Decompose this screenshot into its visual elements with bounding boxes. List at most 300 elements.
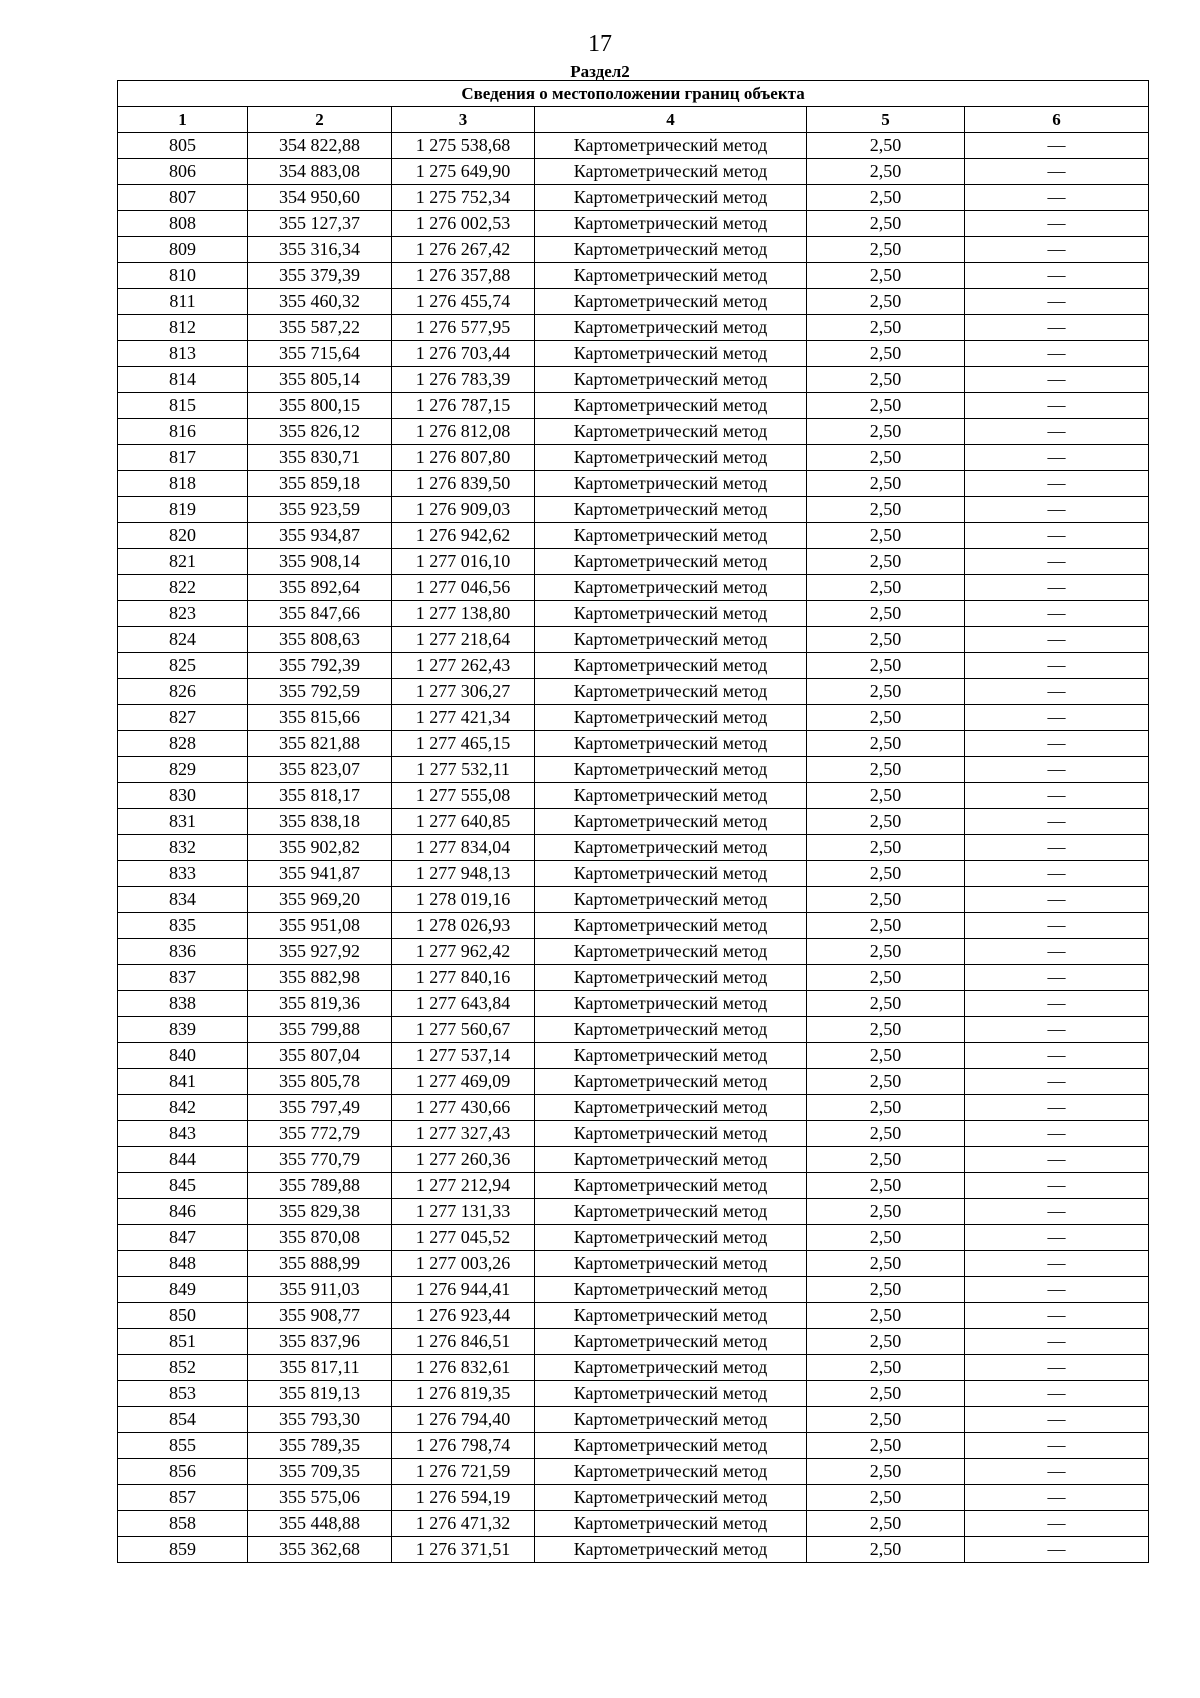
y-coordinate-cell: 1 276 357,88 [392,263,535,289]
y-coordinate-cell: 1 276 783,39 [392,367,535,393]
description-cell: — [965,523,1149,549]
point-number-cell: 842 [118,1095,248,1121]
x-coordinate-cell: 355 817,11 [248,1355,392,1381]
method-cell: Картометрический метод [535,1303,807,1329]
table-row [118,731,1149,757]
x-coordinate-cell: 355 969,20 [248,887,392,913]
table-row [118,289,1149,315]
table-row [118,1173,1149,1199]
accuracy-cell: 2,50 [807,549,965,575]
method-cell: Картометрический метод [535,549,807,575]
method-cell: Картометрический метод [535,991,807,1017]
y-coordinate-cell: 1 277 131,33 [392,1199,535,1225]
accuracy-cell: 2,50 [807,497,965,523]
description-cell: — [965,1485,1149,1511]
x-coordinate-cell: 355 800,15 [248,393,392,419]
y-coordinate-cell: 1 276 846,51 [392,1329,535,1355]
point-number-cell: 805 [118,133,248,159]
point-number-cell: 858 [118,1511,248,1537]
method-cell: Картометрический метод [535,497,807,523]
method-cell: Картометрический метод [535,393,807,419]
description-cell: — [965,783,1149,809]
y-coordinate-cell: 1 277 260,36 [392,1147,535,1173]
method-cell: Картометрический метод [535,757,807,783]
description-cell: — [965,991,1149,1017]
accuracy-cell: 2,50 [807,861,965,887]
x-coordinate-cell: 355 902,82 [248,835,392,861]
description-cell: — [965,1433,1149,1459]
method-cell: Картометрический метод [535,211,807,237]
table-row [118,185,1149,211]
x-coordinate-cell: 355 847,66 [248,601,392,627]
method-cell: Картометрический метод [535,627,807,653]
y-coordinate-cell: 1 276 703,44 [392,341,535,367]
point-number-cell: 841 [118,1069,248,1095]
y-coordinate-cell: 1 276 942,62 [392,523,535,549]
method-cell: Картометрический метод [535,315,807,341]
y-coordinate-cell: 1 277 469,09 [392,1069,535,1095]
point-number-cell: 808 [118,211,248,237]
table-row [118,1069,1149,1095]
y-coordinate-cell: 1 276 832,61 [392,1355,535,1381]
accuracy-cell: 2,50 [807,1303,965,1329]
point-number-cell: 853 [118,1381,248,1407]
x-coordinate-cell: 355 830,71 [248,445,392,471]
y-coordinate-cell: 1 276 807,80 [392,445,535,471]
table-row [118,1485,1149,1511]
method-cell: Картометрический метод [535,523,807,549]
accuracy-cell: 2,50 [807,991,965,1017]
point-number-cell: 838 [118,991,248,1017]
x-coordinate-cell: 355 819,36 [248,991,392,1017]
x-coordinate-cell: 354 822,88 [248,133,392,159]
x-coordinate-cell: 354 883,08 [248,159,392,185]
x-coordinate-cell: 355 859,18 [248,471,392,497]
accuracy-cell: 2,50 [807,133,965,159]
y-coordinate-cell: 1 277 421,34 [392,705,535,731]
description-cell: — [965,445,1149,471]
point-number-cell: 823 [118,601,248,627]
method-cell: Картометрический метод [535,705,807,731]
table-row [118,1043,1149,1069]
method-cell: Картометрический метод [535,341,807,367]
y-coordinate-cell: 1 277 016,10 [392,549,535,575]
table-row [118,1277,1149,1303]
method-cell: Картометрический метод [535,419,807,445]
table-row [118,419,1149,445]
accuracy-cell: 2,50 [807,627,965,653]
y-coordinate-cell: 1 276 594,19 [392,1485,535,1511]
table-row [118,1199,1149,1225]
point-number-cell: 821 [118,549,248,575]
y-coordinate-cell: 1 278 026,93 [392,913,535,939]
accuracy-cell: 2,50 [807,237,965,263]
x-coordinate-cell: 355 460,32 [248,289,392,315]
table-row [118,523,1149,549]
method-cell: Картометрический метод [535,835,807,861]
accuracy-cell: 2,50 [807,159,965,185]
point-number-cell: 809 [118,237,248,263]
accuracy-cell: 2,50 [807,1069,965,1095]
accuracy-cell: 2,50 [807,1017,965,1043]
column-header: 3 [392,107,535,133]
point-number-cell: 836 [118,939,248,965]
table-row [118,861,1149,887]
method-cell: Картометрический метод [535,1017,807,1043]
description-cell: — [965,1303,1149,1329]
accuracy-cell: 2,50 [807,1225,965,1251]
y-coordinate-cell: 1 276 577,95 [392,315,535,341]
y-coordinate-cell: 1 276 721,59 [392,1459,535,1485]
y-coordinate-cell: 1 276 798,74 [392,1433,535,1459]
x-coordinate-cell: 355 819,13 [248,1381,392,1407]
description-cell: — [965,861,1149,887]
point-number-cell: 818 [118,471,248,497]
point-number-cell: 840 [118,1043,248,1069]
table-row [118,913,1149,939]
accuracy-cell: 2,50 [807,1485,965,1511]
accuracy-cell: 2,50 [807,185,965,211]
y-coordinate-cell: 1 277 834,04 [392,835,535,861]
table-row [118,1355,1149,1381]
point-number-cell: 855 [118,1433,248,1459]
description-cell: — [965,965,1149,991]
description-cell: — [965,393,1149,419]
x-coordinate-cell: 355 923,59 [248,497,392,523]
table-row [118,627,1149,653]
point-number-cell: 846 [118,1199,248,1225]
method-cell: Картометрический метод [535,1095,807,1121]
accuracy-cell: 2,50 [807,393,965,419]
y-coordinate-cell: 1 277 840,16 [392,965,535,991]
table-body [118,133,1149,1563]
description-cell: — [965,757,1149,783]
table-row [118,315,1149,341]
x-coordinate-cell: 354 950,60 [248,185,392,211]
method-cell: Картометрический метод [535,1459,807,1485]
x-coordinate-cell: 355 709,35 [248,1459,392,1485]
y-coordinate-cell: 1 276 787,15 [392,393,535,419]
x-coordinate-cell: 355 789,88 [248,1173,392,1199]
point-number-cell: 810 [118,263,248,289]
point-number-cell: 826 [118,679,248,705]
description-cell: — [965,1251,1149,1277]
boundary-coordinates-table [117,80,1149,1563]
y-coordinate-cell: 1 275 752,34 [392,185,535,211]
table-row [118,133,1149,159]
x-coordinate-cell: 355 797,49 [248,1095,392,1121]
y-coordinate-cell: 1 276 819,35 [392,1381,535,1407]
table-row [118,939,1149,965]
x-coordinate-cell: 355 870,08 [248,1225,392,1251]
description-cell: — [965,549,1149,575]
method-cell: Картометрический метод [535,575,807,601]
accuracy-cell: 2,50 [807,1381,965,1407]
method-cell: Картометрический метод [535,1225,807,1251]
x-coordinate-cell: 355 362,68 [248,1537,392,1563]
method-cell: Картометрический метод [535,913,807,939]
method-cell: Картометрический метод [535,159,807,185]
point-number-cell: 830 [118,783,248,809]
description-cell: — [965,1173,1149,1199]
x-coordinate-cell: 355 772,79 [248,1121,392,1147]
table-row [118,1095,1149,1121]
table-row [118,549,1149,575]
method-cell: Картометрический метод [535,1199,807,1225]
y-coordinate-cell: 1 276 471,32 [392,1511,535,1537]
accuracy-cell: 2,50 [807,731,965,757]
x-coordinate-cell: 355 821,88 [248,731,392,757]
x-coordinate-cell: 355 805,14 [248,367,392,393]
y-coordinate-cell: 1 277 465,15 [392,731,535,757]
column-header-row [118,107,1149,133]
table-caption-row [118,81,1149,107]
y-coordinate-cell: 1 277 306,27 [392,679,535,705]
point-number-cell: 820 [118,523,248,549]
description-cell: — [965,731,1149,757]
accuracy-cell: 2,50 [807,211,965,237]
accuracy-cell: 2,50 [807,653,965,679]
method-cell: Картометрический метод [535,653,807,679]
x-coordinate-cell: 355 316,34 [248,237,392,263]
table-row [118,653,1149,679]
accuracy-cell: 2,50 [807,1459,965,1485]
x-coordinate-cell: 355 805,78 [248,1069,392,1095]
page-number: 17 [588,31,612,57]
description-cell: — [965,835,1149,861]
table-row [118,211,1149,237]
table-row [118,1147,1149,1173]
y-coordinate-cell: 1 276 923,44 [392,1303,535,1329]
table-row [118,393,1149,419]
method-cell: Картометрический метод [535,471,807,497]
x-coordinate-cell: 355 379,39 [248,263,392,289]
accuracy-cell: 2,50 [807,367,965,393]
x-coordinate-cell: 355 908,77 [248,1303,392,1329]
table-row [118,835,1149,861]
description-cell: — [965,1277,1149,1303]
y-coordinate-cell: 1 276 455,74 [392,289,535,315]
point-number-cell: 816 [118,419,248,445]
accuracy-cell: 2,50 [807,783,965,809]
point-number-cell: 857 [118,1485,248,1511]
x-coordinate-cell: 355 808,63 [248,627,392,653]
x-coordinate-cell: 355 799,88 [248,1017,392,1043]
y-coordinate-cell: 1 277 640,85 [392,809,535,835]
method-cell: Картометрический метод [535,1355,807,1381]
description-cell: — [965,289,1149,315]
table-row [118,1381,1149,1407]
point-number-cell: 834 [118,887,248,913]
x-coordinate-cell: 355 941,87 [248,861,392,887]
x-coordinate-cell: 355 837,96 [248,1329,392,1355]
description-cell: — [965,1225,1149,1251]
accuracy-cell: 2,50 [807,445,965,471]
x-coordinate-cell: 355 934,87 [248,523,392,549]
description-cell: — [965,1017,1149,1043]
table-row [118,1225,1149,1251]
point-number-cell: 822 [118,575,248,601]
section-title: Раздел2 [570,62,630,81]
y-coordinate-cell: 1 277 948,13 [392,861,535,887]
description-cell: — [965,237,1149,263]
point-number-cell: 813 [118,341,248,367]
accuracy-cell: 2,50 [807,575,965,601]
y-coordinate-cell: 1 278 019,16 [392,887,535,913]
table-row [118,1433,1149,1459]
point-number-cell: 832 [118,835,248,861]
y-coordinate-cell: 1 276 839,50 [392,471,535,497]
table-caption: Сведения о местоположении границ объекта [118,81,1149,107]
method-cell: Картометрический метод [535,1537,807,1563]
y-coordinate-cell: 1 277 046,56 [392,575,535,601]
table-row [118,601,1149,627]
method-cell: Картометрический метод [535,1043,807,1069]
description-cell: — [965,1329,1149,1355]
description-cell: — [965,1199,1149,1225]
y-coordinate-cell: 1 275 538,68 [392,133,535,159]
table-row [118,991,1149,1017]
accuracy-cell: 2,50 [807,939,965,965]
x-coordinate-cell: 355 882,98 [248,965,392,991]
description-cell: — [965,809,1149,835]
accuracy-cell: 2,50 [807,315,965,341]
table-row [118,1251,1149,1277]
accuracy-cell: 2,50 [807,1251,965,1277]
x-coordinate-cell: 355 908,14 [248,549,392,575]
y-coordinate-cell: 1 277 327,43 [392,1121,535,1147]
point-number-cell: 856 [118,1459,248,1485]
point-number-cell: 845 [118,1173,248,1199]
description-cell: — [965,497,1149,523]
table-row [118,367,1149,393]
point-number-cell: 837 [118,965,248,991]
y-coordinate-cell: 1 276 812,08 [392,419,535,445]
column-header: 4 [535,107,807,133]
point-number-cell: 827 [118,705,248,731]
x-coordinate-cell: 355 823,07 [248,757,392,783]
point-number-cell: 815 [118,393,248,419]
point-number-cell: 828 [118,731,248,757]
table-row [118,1407,1149,1433]
x-coordinate-cell: 355 911,03 [248,1277,392,1303]
method-cell: Картометрический метод [535,939,807,965]
point-number-cell: 843 [118,1121,248,1147]
table-row [118,1017,1149,1043]
method-cell: Картометрический метод [535,1433,807,1459]
accuracy-cell: 2,50 [807,965,965,991]
x-coordinate-cell: 355 448,88 [248,1511,392,1537]
point-number-cell: 806 [118,159,248,185]
method-cell: Картометрический метод [535,185,807,211]
point-number-cell: 850 [118,1303,248,1329]
point-number-cell: 819 [118,497,248,523]
x-coordinate-cell: 355 807,04 [248,1043,392,1069]
point-number-cell: 812 [118,315,248,341]
accuracy-cell: 2,50 [807,1511,965,1537]
description-cell: — [965,1459,1149,1485]
y-coordinate-cell: 1 276 909,03 [392,497,535,523]
description-cell: — [965,939,1149,965]
y-coordinate-cell: 1 277 532,11 [392,757,535,783]
point-number-cell: 824 [118,627,248,653]
x-coordinate-cell: 355 838,18 [248,809,392,835]
column-header: 6 [965,107,1149,133]
x-coordinate-cell: 355 951,08 [248,913,392,939]
method-cell: Картометрический метод [535,1381,807,1407]
table-row [118,1511,1149,1537]
method-cell: Картометрический метод [535,445,807,471]
y-coordinate-cell: 1 277 212,94 [392,1173,535,1199]
description-cell: — [965,1381,1149,1407]
description-cell: — [965,1043,1149,1069]
table-row [118,445,1149,471]
point-number-cell: 839 [118,1017,248,1043]
description-cell: — [965,1537,1149,1563]
x-coordinate-cell: 355 818,17 [248,783,392,809]
description-cell: — [965,1355,1149,1381]
method-cell: Картометрический метод [535,1407,807,1433]
table-row [118,965,1149,991]
accuracy-cell: 2,50 [807,1277,965,1303]
description-cell: — [965,1121,1149,1147]
method-cell: Картометрический метод [535,1069,807,1095]
description-cell: — [965,679,1149,705]
accuracy-cell: 2,50 [807,1537,965,1563]
x-coordinate-cell: 355 789,35 [248,1433,392,1459]
column-header: 1 [118,107,248,133]
method-cell: Картометрический метод [535,679,807,705]
table-row [118,575,1149,601]
point-number-cell: 807 [118,185,248,211]
method-cell: Картометрический метод [535,367,807,393]
table-row [118,1459,1149,1485]
point-number-cell: 854 [118,1407,248,1433]
x-coordinate-cell: 355 927,92 [248,939,392,965]
description-cell: — [965,575,1149,601]
description-cell: — [965,185,1149,211]
y-coordinate-cell: 1 275 649,90 [392,159,535,185]
x-coordinate-cell: 355 127,37 [248,211,392,237]
accuracy-cell: 2,50 [807,601,965,627]
accuracy-cell: 2,50 [807,341,965,367]
y-coordinate-cell: 1 277 138,80 [392,601,535,627]
description-cell: — [965,263,1149,289]
y-coordinate-cell: 1 276 794,40 [392,1407,535,1433]
description-cell: — [965,159,1149,185]
method-cell: Картометрический метод [535,1329,807,1355]
table-row [118,1121,1149,1147]
point-number-cell: 833 [118,861,248,887]
point-number-cell: 851 [118,1329,248,1355]
accuracy-cell: 2,50 [807,523,965,549]
description-cell: — [965,887,1149,913]
x-coordinate-cell: 355 715,64 [248,341,392,367]
point-number-cell: 831 [118,809,248,835]
x-coordinate-cell: 355 792,39 [248,653,392,679]
x-coordinate-cell: 355 826,12 [248,419,392,445]
y-coordinate-cell: 1 277 262,43 [392,653,535,679]
table-row [118,679,1149,705]
table-row [118,757,1149,783]
table-row [118,471,1149,497]
x-coordinate-cell: 355 792,59 [248,679,392,705]
point-number-cell: 814 [118,367,248,393]
point-number-cell: 829 [118,757,248,783]
table-row [118,1303,1149,1329]
y-coordinate-cell: 1 276 371,51 [392,1537,535,1563]
method-cell: Картометрический метод [535,133,807,159]
